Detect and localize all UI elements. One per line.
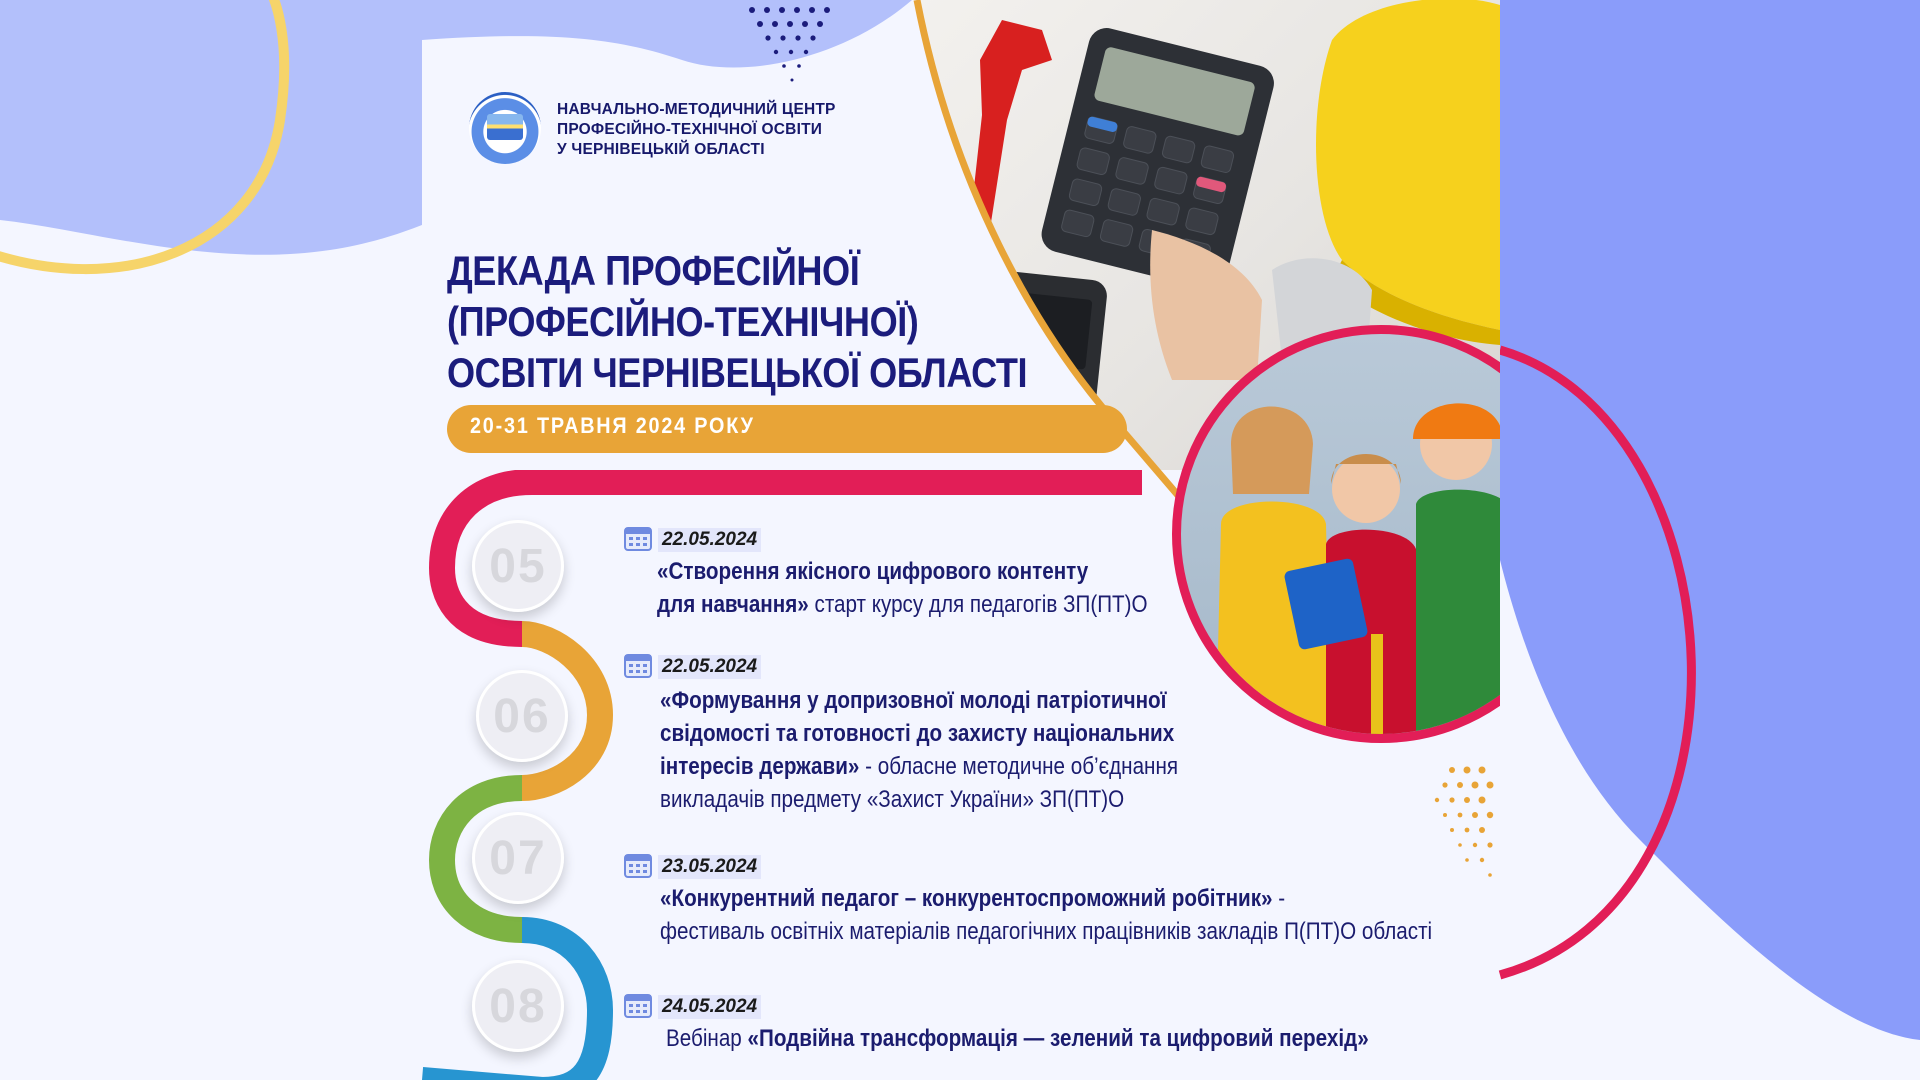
title-line: ОСВІТИ ЧЕРНІВЕЦЬКОЇ ОБЛАСТІ [447,349,1028,396]
event-number-badge [472,960,564,1052]
organization-line: У ЧЕРНІВЕЦЬКІЙ ОБЛАСТІ [557,141,765,158]
event-description [666,1022,1369,1055]
event-detail: - [1272,885,1286,912]
event-number: 08 [489,979,547,1033]
event-title: «Створення якісного цифрового контенту [657,558,1089,585]
poster [422,0,1500,1080]
calendar-icon [624,525,652,551]
event-description [660,684,1178,816]
event-date: 24.05.2024 [658,995,761,1019]
title-line: ДЕКАДА ПРОФЕСІЙНОЇ [447,247,860,294]
event-description [660,882,1432,948]
event-title: для навчання» [657,591,809,618]
event-number: 05 [489,539,547,593]
event-description [657,555,1148,621]
event-detail: - обласне методичне об’єднання [859,753,1179,780]
calendar-icon [624,992,652,1018]
poster-title [447,245,1027,398]
organization-logo [469,92,541,164]
right-blob [1500,0,1920,1040]
organization-line: НАВЧАЛЬНО-МЕТОДИЧНИЙ ЦЕНТР [557,101,836,118]
event-title: свідомості та готовності до захисту національних [660,720,1175,747]
event-number: 06 [493,689,551,743]
event-title: «Формування у допризовної молоді патріотичної [660,687,1167,714]
calendar-icon [624,852,652,878]
date-range: 20-31 ТРАВНЯ 2024 РОКУ [470,413,755,438]
event-detail: Вебінар [666,1025,748,1052]
dots-top [732,0,932,110]
event-number-badge [472,812,564,904]
event-title: «Подвійна трансформація — зелений та цифровий перехід» [747,1025,1369,1052]
event-date: 22.05.2024 [658,655,761,679]
calendar-icon [624,652,652,678]
event-date: 22.05.2024 [658,528,761,552]
child-orange-hardhat [1413,403,1500,439]
event-number: 07 [489,831,547,885]
event-detail: старт курсу для педагогів ЗП(ПТ)О [808,591,1148,618]
event-title: інтересів держави» [660,753,860,780]
event-detail: викладачів предмету «Захист України» ЗП(ПТ)О [660,786,1125,813]
organization-name [557,100,836,160]
event-number-badge [472,520,564,612]
event-detail: фестиваль освітніх матеріалів педагогічних працівників закладів П(ПТ)О області [660,918,1433,945]
child-green-shirt [1416,490,1500,734]
event-title: «Конкурентний педагог – конкурентоспроможний робітник» [660,885,1273,912]
event-date: 23.05.2024 [658,855,761,879]
title-line: (ПРОФЕСІЙНО-ТЕХНІЧНОЇ) [447,298,919,345]
organization-line: ПРОФЕСІЙНО-ТЕХНІЧНОЇ ОСВІТИ [557,121,823,138]
event-number-badge [476,670,568,762]
